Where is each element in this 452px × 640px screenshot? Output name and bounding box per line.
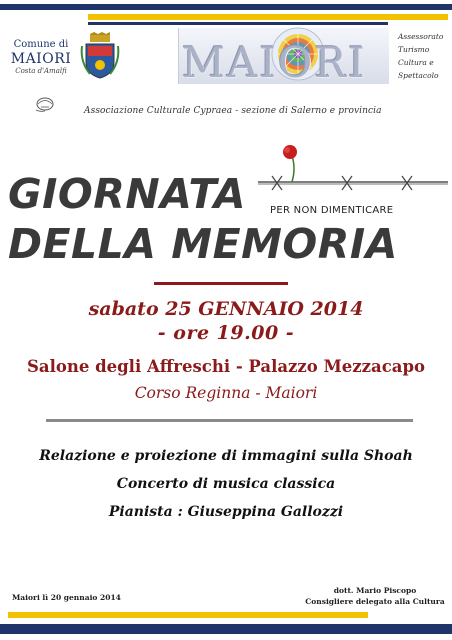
program-item: Concerto di musica classica <box>116 476 336 492</box>
footer-place-date: Maiori lì 20 gennaio 2014 <box>12 593 121 602</box>
top-thin-stripe <box>88 22 388 25</box>
signer-name: dott. Mario Piscopo <box>333 586 417 595</box>
top-navy-stripe <box>0 4 452 10</box>
top-yellow-stripe <box>88 14 448 20</box>
red-divider <box>154 282 288 285</box>
program-item: Pianista : Giuseppina Gallozzi <box>108 504 344 520</box>
title-line-2: DELLA MEMORIA <box>8 220 398 268</box>
crest-icon <box>80 32 120 80</box>
event-time: - ore 19.00 - <box>157 322 295 344</box>
program-item: Relazione e proiezione di immagini sulla Shoah <box>39 448 413 464</box>
comune-label: Comune di <box>13 39 69 50</box>
association-line: Associazione Culturale Cypraea - sezione di Salerno e provincia <box>84 106 382 116</box>
title-line-1: GIORNATA <box>8 170 246 218</box>
tagline: PER NON DIMENTICARE <box>270 205 394 216</box>
bottom-yellow-stripe <box>8 612 368 618</box>
assessorato-line: Assessorato <box>398 32 444 41</box>
comune-logo <box>6 40 76 75</box>
assessorato-line: Turismo <box>398 45 430 54</box>
signer-role: Consigliere delegato alla Cultura <box>305 597 445 606</box>
event-date: sabato 25 GENNAIO 2014 <box>88 298 364 320</box>
grey-divider <box>46 419 413 422</box>
shell-icon <box>34 93 56 113</box>
comune-subtitle: Costa d'Amalfi <box>15 67 67 75</box>
assessorato-line: Spettacolo <box>398 71 439 80</box>
assessorato-block <box>398 30 448 82</box>
comune-name: MAIORI <box>10 51 72 67</box>
bottom-navy-stripe <box>0 624 452 634</box>
footer-signature <box>300 585 450 607</box>
event-venue: Salone degli Affreschi - Palazzo Mezzacapo <box>26 357 426 376</box>
assessorato-line: Cultura e <box>398 58 434 67</box>
event-address: Corso Reginna - Maiori <box>134 384 318 402</box>
banner-title: MAIORI <box>182 38 367 87</box>
